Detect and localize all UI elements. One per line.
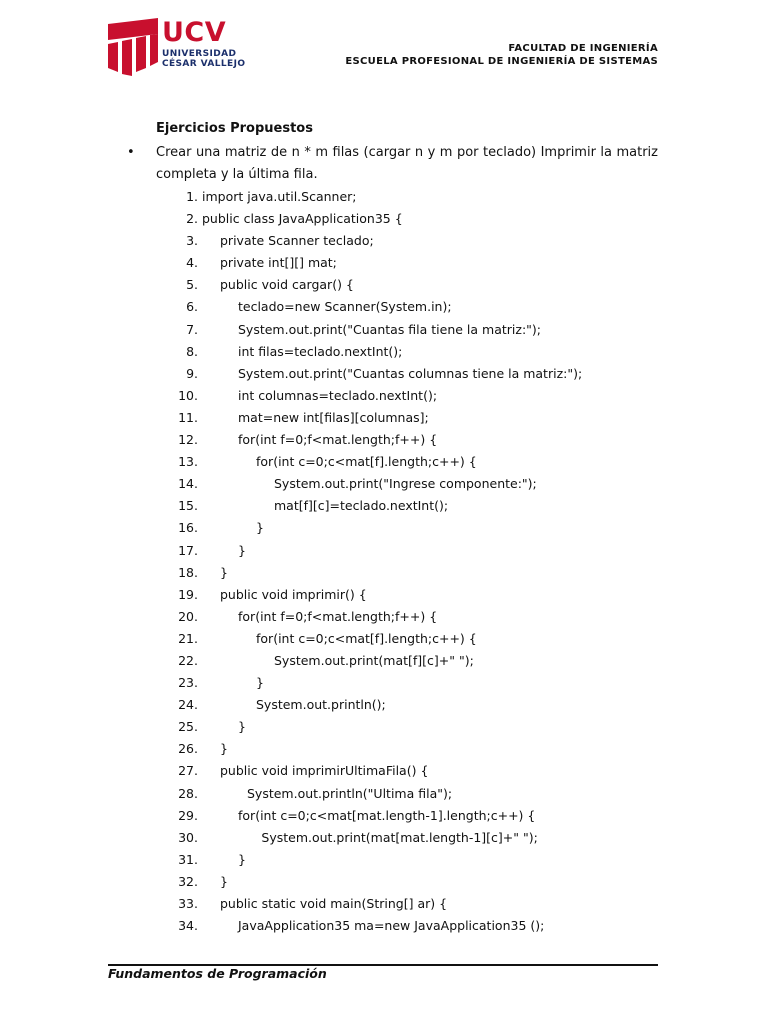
line-number: 10. (178, 387, 198, 403)
line-number: 33. (178, 896, 198, 911)
line-number: 4. (186, 255, 198, 271)
code-text: public class JavaApplication35 { (202, 211, 403, 227)
code-line (0, 849, 768, 871)
code-line (0, 716, 768, 738)
code-text: } (220, 741, 228, 757)
code-text: for(int f=0;f<mat.length;f++) { (238, 432, 438, 448)
code-line (0, 915, 768, 937)
logo-ucv: UCV (162, 17, 227, 48)
code-line (0, 606, 768, 628)
line-number: 20. (178, 608, 198, 624)
code-line (0, 805, 768, 827)
code-line (0, 451, 768, 473)
code-listing (0, 186, 768, 937)
code-line (0, 517, 768, 539)
code-text: } (256, 675, 264, 691)
code-line (0, 186, 768, 208)
line-number: 26. (178, 741, 198, 757)
code-text: } (238, 851, 246, 867)
code-line (0, 694, 768, 716)
university-logo-text (162, 17, 245, 69)
line-number: 21. (178, 630, 198, 646)
code-line (0, 230, 768, 252)
line-number: 13. (178, 454, 198, 470)
line-number: 28. (178, 785, 198, 801)
code-text: System.out.println("Ultima fila"); (247, 785, 453, 801)
ucv-logo-emblem (108, 18, 158, 78)
line-number: 31. (178, 851, 198, 867)
code-text: mat=new int[filas][columnas]; (238, 409, 429, 425)
line-number: 8. (186, 343, 198, 359)
exercise-statement: Crear una matriz de n * m filas (cargar n y m por teclado) Imprimir la matriz completa y la última fila. (156, 145, 658, 182)
line-number: 6. (186, 299, 198, 315)
line-number: 25. (178, 719, 198, 735)
code-text: System.out.print("Cuantas fila tiene la matriz:"); (238, 321, 542, 337)
code-text: import java.util.Scanner; (202, 189, 357, 204)
bullet-icon: • (127, 145, 135, 160)
line-number: 24. (178, 697, 198, 713)
code-text: teclado=new Scanner(System.in); (238, 299, 452, 315)
code-text: public void cargar() { (220, 277, 354, 293)
code-text: } (256, 520, 264, 536)
line-number: 12. (178, 432, 198, 448)
code-text: public void imprimirUltimaFila() { (220, 763, 429, 779)
code-line (0, 385, 768, 407)
line-number: 16. (178, 520, 198, 536)
code-text: private Scanner teclado; (220, 233, 374, 249)
code-text: for(int c=0;c<mat[f].length;c++) { (256, 454, 477, 470)
line-number: 14. (178, 476, 198, 492)
code-line (0, 540, 768, 562)
line-number: 29. (178, 807, 198, 823)
code-line (0, 341, 768, 363)
line-number: 7. (186, 321, 198, 337)
code-line (0, 252, 768, 274)
code-text: public static void main(String[] ar) { (220, 896, 448, 911)
line-number: 9. (186, 365, 198, 381)
code-text: System.out.print(mat[mat.length-1][c]+" "); (261, 829, 538, 845)
faculty-name: FACULTAD DE INGENIERÍA (508, 43, 658, 54)
code-text: for(int f=0;f<mat.length;f++) { (238, 608, 438, 624)
page-header (345, 42, 658, 68)
code-text: for(int c=0;c<mat[mat.length-1].length;c++) { (238, 807, 536, 823)
line-number: 1. (186, 189, 198, 204)
code-line (0, 827, 768, 849)
line-number: 3. (186, 233, 198, 249)
code-text: int filas=teclado.nextInt(); (238, 343, 403, 359)
code-line (0, 672, 768, 694)
logo-universidad: UNIVERSIDAD (162, 49, 237, 59)
code-line (0, 893, 768, 915)
code-text: } (220, 564, 228, 580)
code-text: private int[][] mat; (220, 255, 337, 271)
code-text: int columnas=teclado.nextInt(); (238, 387, 438, 403)
code-line (0, 296, 768, 318)
code-line (0, 429, 768, 451)
code-line (0, 650, 768, 672)
code-text: JavaApplication35 ma=new JavaApplication35 (); (238, 918, 545, 934)
footer-course-title: Fundamentos de Programación (108, 966, 327, 981)
code-line (0, 407, 768, 429)
code-line (0, 473, 768, 495)
code-line (0, 760, 768, 782)
code-text: System.out.print("Cuantas columnas tiene la matriz:"); (238, 365, 583, 381)
code-text: } (238, 542, 246, 558)
code-line (0, 738, 768, 760)
line-number: 11. (178, 409, 198, 425)
code-line (0, 274, 768, 296)
logo-cesar-vallejo: CÉSAR VALLEJO (162, 59, 246, 69)
school-name: ESCUELA PROFESIONAL DE INGENIERÍA DE SISTEMAS (345, 56, 658, 67)
code-text: for(int c=0;c<mat[f].length;c++) { (256, 630, 477, 646)
code-text: System.out.print(mat[f][c]+" "); (274, 652, 474, 668)
line-number: 23. (178, 675, 198, 691)
code-line (0, 783, 768, 805)
code-text: System.out.println(); (256, 697, 386, 713)
line-number: 5. (186, 277, 198, 293)
line-number: 30. (178, 829, 198, 845)
line-number: 27. (178, 763, 198, 779)
code-line (0, 495, 768, 517)
code-text: mat[f][c]=teclado.nextInt(); (274, 498, 449, 514)
code-line (0, 628, 768, 650)
line-number: 18. (178, 564, 198, 580)
code-line (0, 871, 768, 893)
line-number: 2. (186, 211, 198, 227)
line-number: 17. (178, 542, 198, 558)
line-number: 32. (178, 873, 198, 889)
line-number: 19. (178, 586, 198, 602)
code-line (0, 562, 768, 584)
code-text: } (220, 873, 228, 889)
code-line (0, 584, 768, 606)
line-number: 15. (178, 498, 198, 514)
code-line (0, 208, 768, 230)
code-line (0, 319, 768, 341)
code-text: } (238, 719, 246, 735)
section-title: Ejercicios Propuestos (156, 121, 313, 136)
line-number: 22. (178, 652, 198, 668)
code-text: public void imprimir() { (220, 586, 367, 602)
line-number: 34. (178, 918, 198, 934)
code-text: System.out.print("Ingrese componente:"); (274, 476, 537, 492)
code-line (0, 363, 768, 385)
